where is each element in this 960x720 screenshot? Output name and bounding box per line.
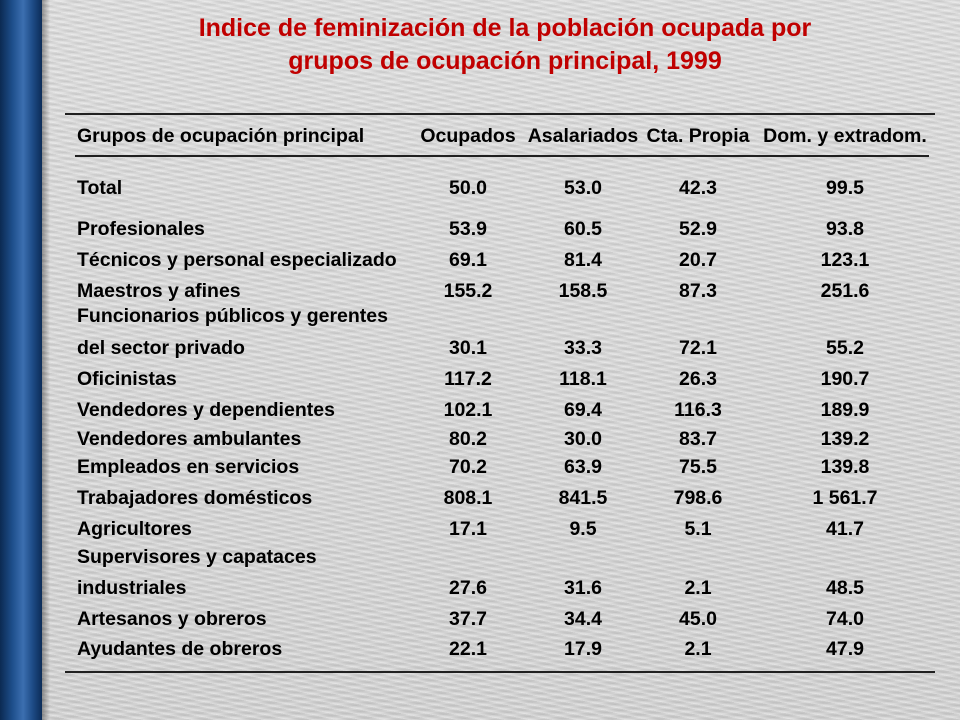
row-value: 808.1	[443, 487, 493, 509]
row-value: 70.2	[449, 456, 487, 478]
row-value: 87.3	[679, 280, 717, 302]
row-value: 22.1	[449, 638, 487, 660]
row-value: 117.2	[444, 368, 492, 390]
header-cta-propia: Cta. Propia	[646, 125, 750, 147]
row-label: Ayudantes de obreros	[77, 638, 283, 660]
row-value: 53.0	[564, 177, 602, 199]
row-value: 99.5	[826, 177, 864, 199]
row-label: Empleados en servicios	[77, 456, 300, 478]
row-value: 72.1	[679, 337, 717, 359]
row-value: 155.2	[443, 280, 493, 302]
row-label: Profesionales	[77, 218, 205, 240]
row-label: Vendedores y dependientes	[77, 399, 335, 421]
decorative-left-bar	[0, 0, 42, 720]
row-value: 75.5	[679, 456, 717, 478]
row-value: 69.1	[449, 249, 487, 271]
row-value: 2.1	[684, 577, 712, 599]
row-label: industriales	[77, 577, 187, 599]
row-value: 139.8	[820, 456, 870, 478]
row-value: 30.0	[564, 428, 602, 450]
row-value: 93.8	[826, 218, 864, 240]
title-line-2: grupos de ocupación principal, 1999	[288, 47, 722, 75]
row-value: 50.0	[449, 177, 487, 199]
row-value: 30.1	[449, 337, 487, 359]
row-value: 45.0	[679, 608, 717, 630]
row-value: 80.2	[449, 428, 487, 450]
row-label: Agricultores	[77, 518, 192, 540]
row-value: 9.5	[569, 518, 597, 540]
row-label: Oficinistas	[77, 368, 177, 390]
row-value: 55.2	[826, 337, 864, 359]
row-value: 42.3	[679, 177, 717, 199]
row-label: Artesanos y obreros	[77, 608, 267, 630]
row-value: 33.3	[564, 337, 602, 359]
row-value: 841.5	[558, 487, 608, 509]
row-value: 81.4	[564, 249, 602, 271]
header-asalariados: Asalariados	[527, 125, 639, 147]
row-value: 47.9	[826, 638, 864, 660]
row-value: 83.7	[679, 428, 717, 450]
row-value: 798.6	[673, 487, 723, 509]
row-value: 41.7	[826, 518, 864, 540]
row-value: 34.4	[564, 608, 602, 630]
header-ocupados: Ocupados	[420, 125, 516, 147]
row-value: 251.6	[820, 280, 870, 302]
row-value: 37.7	[449, 608, 487, 630]
header-groups: Grupos de ocupación principal	[77, 125, 365, 147]
row-label: Trabajadores domésticos	[77, 487, 313, 509]
row-label: Total	[77, 177, 123, 199]
row-value: 69.4	[564, 399, 602, 421]
row-value: 26.3	[679, 368, 717, 390]
row-value: 52.9	[679, 218, 717, 240]
row-value: 17.1	[449, 518, 487, 540]
row-value: 139.2	[820, 428, 870, 450]
row-value: 17.9	[564, 638, 602, 660]
row-value: 48.5	[826, 577, 864, 599]
data-table	[65, 113, 935, 673]
header-rule	[75, 155, 929, 157]
page-title	[60, 12, 950, 78]
row-label: Maestros y afines	[77, 280, 241, 302]
row-label: del sector privado	[77, 337, 245, 359]
row-label: Técnicos y personal especializado	[77, 249, 397, 271]
row-value: 158.5	[558, 280, 608, 302]
row-value: 63.9	[564, 456, 602, 478]
row-value: 123.1	[820, 249, 870, 271]
row-value: 116.3	[674, 399, 722, 421]
row-value: 60.5	[564, 218, 602, 240]
row-value: 27.6	[449, 577, 487, 599]
row-value: 20.7	[679, 249, 717, 271]
row-label: Supervisores y capataces	[77, 546, 317, 568]
row-value: 102.1	[443, 399, 493, 421]
header-dom-extradom: Dom. y extradom.	[763, 125, 927, 147]
row-value: 1 561.7	[812, 487, 878, 509]
row-value: 5.1	[684, 518, 712, 540]
title-line-1: Indice de feminización de la población ocupada por	[198, 14, 812, 42]
row-value: 31.6	[564, 577, 602, 599]
row-value: 190.7	[820, 368, 870, 390]
row-value: 74.0	[826, 608, 864, 630]
row-value: 118.1	[559, 368, 607, 390]
row-value: 2.1	[684, 638, 712, 660]
row-value: 189.9	[820, 399, 870, 421]
row-label: Vendedores ambulantes	[77, 428, 302, 450]
row-label: Funcionarios públicos y gerentes	[77, 305, 388, 327]
row-value: 53.9	[449, 218, 487, 240]
